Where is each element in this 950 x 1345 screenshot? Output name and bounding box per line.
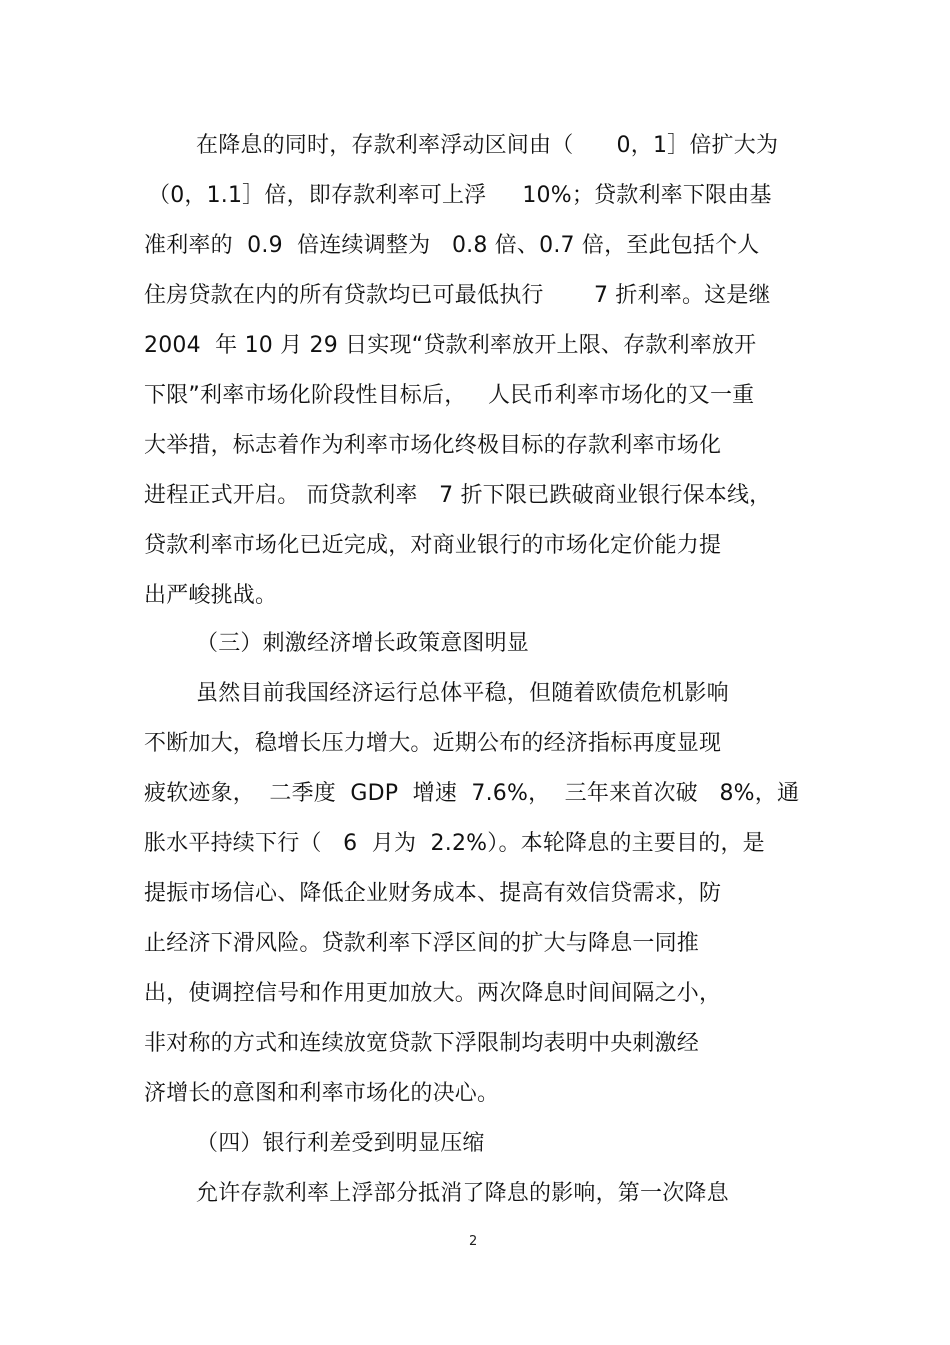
paragraph-line: 胀水平持续下行（ 6 月为 2.2%）。本轮降息的主要目的，是 [144, 831, 765, 856]
paragraph-line: 疲软迹象， 二季度 GDP 增速 7.6%， 三年来首次破 8%，通 [144, 781, 800, 806]
paragraph-line: 允许存款利率上浮部分抵消了降息的影响，第一次降息 [196, 1181, 729, 1206]
paragraph-line: 非对称的方式和连续放宽贷款下浮限制均表明中央刺激经 [144, 1031, 700, 1056]
paragraph-line: 在降息的同时，存款利率浮动区间由（ 0，1］倍扩大为 [196, 133, 779, 158]
paragraph-line: 住房贷款在内的所有贷款均已可最低执行 7 折利率。这是继 [144, 283, 771, 308]
paragraph-line: 2004 年 10 月 29 日实现“贷款利率放开上限、存款利率放开 [144, 333, 757, 358]
section-heading-3: （三）刺激经济增长政策意图明显 [196, 631, 530, 656]
paragraph-line: 大举措，标志着作为利率市场化终极目标的存款利率市场化 [144, 433, 722, 458]
paragraph-line: 不断加大，稳增长压力增大。近期公布的经济指标再度显现 [144, 731, 722, 756]
paragraph-line: 提振市场信心、降低企业财务成本、提高有效信贷需求，防 [144, 881, 722, 906]
section-heading-4: （四）银行利差受到明显压缩 [196, 1131, 485, 1156]
page-number: 2 [469, 1234, 478, 1249]
paragraph-line: 虽然目前我国经济运行总体平稳，但随着欧债危机影响 [196, 681, 729, 706]
paragraph-line: 出严峻挑战。 [144, 583, 278, 608]
paragraph-line: 进程正式开启。 而贷款利率 7 折下限已跌破商业银行保本线， [144, 483, 772, 508]
paragraph-line: 贷款利率市场化已近完成，对商业银行的市场化定价能力提 [144, 533, 722, 558]
paragraph-line: （0，1.1］倍，即存款利率可上浮 10%；贷款利率下限由基 [148, 183, 772, 208]
paragraph-line: 止经济下滑风险。贷款利率下浮区间的扩大与降息一同推 [144, 931, 700, 956]
paragraph-line: 下限”利率市场化阶段性目标后， 人民币利率市场化的又一重 [144, 383, 755, 408]
paragraph-line: 济增长的意图和利率市场化的决心。 [144, 1081, 500, 1106]
paragraph-line: 准利率的 0.9 倍连续调整为 0.8 倍、0.7 倍，至此包括个人 [144, 233, 760, 258]
paragraph-line: 出，使调控信号和作用更加放大。两次降息时间间隔之小， [144, 981, 722, 1006]
